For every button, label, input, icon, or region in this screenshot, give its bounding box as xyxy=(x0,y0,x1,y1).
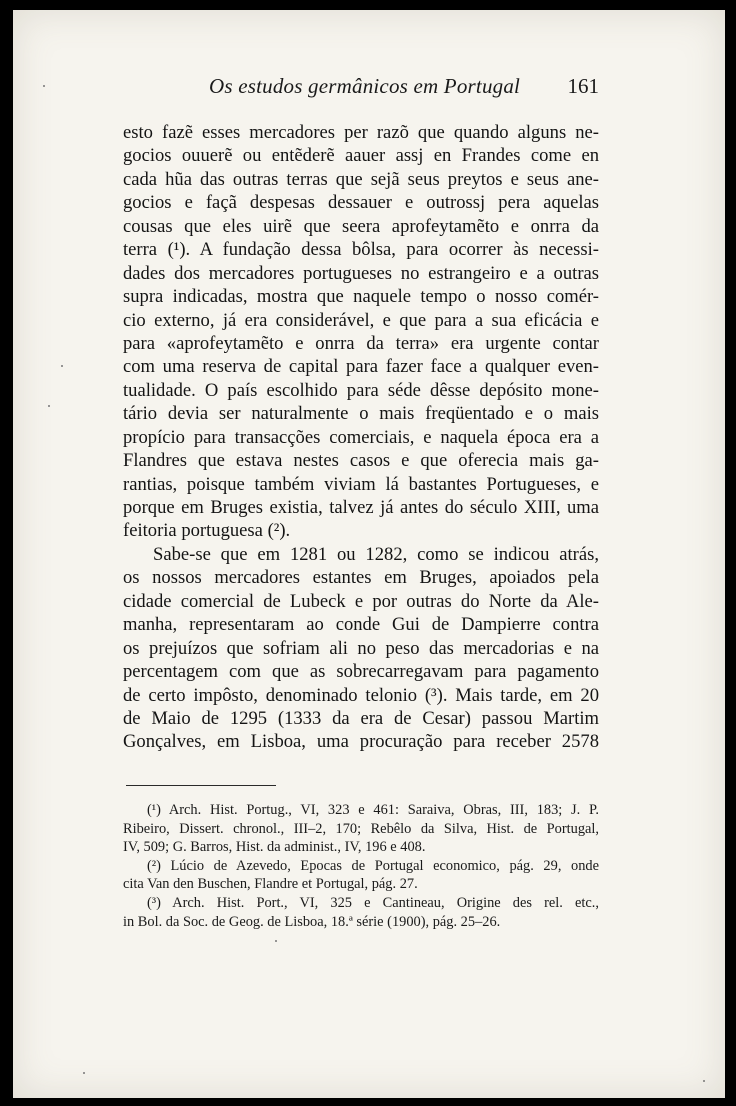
footnote-2-line: (²) Lúcio de Azevedo, Epocas de Portugal economico, pág. 29, onde xyxy=(147,857,599,874)
body-line: rantias, poisque também viviam lá bastantes Portugueses, e xyxy=(123,473,599,495)
body-line: os nossos mercadores estantes em Bruges, apoiados pela xyxy=(123,567,599,589)
body-line: esto fazẽ esses mercadores per razõ que quando alguns ne- xyxy=(123,122,599,143)
body-line: cidade comercial de Lubeck e por outras do Norte da Ale- xyxy=(123,590,599,612)
footnote-2-line: cita Van den Buschen, Flandre et Portugal, pág. 27. xyxy=(123,876,418,893)
paper-speck xyxy=(43,85,45,87)
paper-speck xyxy=(703,1080,705,1082)
body-line: tário devia ser naturalmente o mais freqüentado e o mais xyxy=(123,403,599,425)
body-line: percentagem com que as sobrecarregavam para pagamento xyxy=(123,661,599,683)
body-line: de certo impôsto, denominado telonio (³). Mais tarde, em 20 xyxy=(123,684,599,706)
body-text xyxy=(123,121,599,754)
body-line: terra (¹). A fundação dessa bôlsa, para ocorrer às necessi- xyxy=(123,239,599,261)
body-line: dades dos mercadores portugueses no estrangeiro e a outras xyxy=(123,262,599,284)
body-line: supra indicadas, mostra que naquele tempo o nosso comér- xyxy=(123,286,599,308)
paper-speck xyxy=(275,940,277,942)
page-header xyxy=(121,72,599,106)
body-line: gocios e façã despesas dessauer e outrossj pera aquelas xyxy=(123,192,599,214)
footnote-divider xyxy=(126,785,276,786)
running-title: Os estudos germânicos em Portugal xyxy=(209,74,521,98)
body-line: cousas que eles uirẽ que seera aprofeytamẽto e onrra da xyxy=(123,215,599,237)
body-line: tualidade. O país escolhido para séde dêsse depósito mone- xyxy=(123,379,599,401)
body-line: para «aprofeytamẽto e onrra da terra» era urgente contar xyxy=(123,332,599,354)
scanned-page xyxy=(13,10,725,1098)
footnote-1-line: IV, 509; G. Barros, Hist. da administ., IV, 196 e 408. xyxy=(123,839,426,856)
body-line: feitoria portuguesa (²). xyxy=(123,520,291,542)
body-line: os prejuízos que sofriam ali no peso das mercadorias e na xyxy=(123,637,599,659)
paper-speck xyxy=(83,1072,85,1074)
footnote-1-line: (¹) Arch. Hist. Portug., VI, 323 e 461: Saraiva, Obras, III, 183; J. P. xyxy=(147,802,599,818)
body-line: cio externo, já era considerável, e que para a sua eficácia e xyxy=(123,309,599,331)
body-line: Flandres que estava nestes casos e que oferecia mais ga- xyxy=(123,450,599,472)
body-line: propício para transacções comerciais, e naquela época era a xyxy=(123,426,599,448)
page-number: 161 xyxy=(567,74,599,98)
footnote-1-line: Ribeiro, Dissert. chronol., III–2, 170; Rebêlo da Silva, Hist. de Portugal, xyxy=(123,820,599,837)
paper-speck xyxy=(48,405,50,407)
footnote-3-line: (³) Arch. Hist. Port., VI, 325 e Cantineau, Origine des rel. etc., xyxy=(147,894,599,911)
body-line: com uma reserva de capital para fazer face a qualquer even- xyxy=(123,356,599,378)
footnotes xyxy=(123,801,599,931)
paragraph-start-line: Sabe-se que em 1281 ou 1282, como se indicou atrás, xyxy=(153,543,599,565)
body-line: porque em Bruges existia, talvez já antes do século XIII, uma xyxy=(123,497,599,518)
body-line: de Maio de 1295 (1333 da era de Cesar) passou Martim xyxy=(123,707,599,729)
paper-speck xyxy=(61,365,63,367)
body-line: Gonçalves, em Lisboa, uma procuração para receber 2578 xyxy=(123,731,599,753)
body-line: manha, representaram ao conde Gui de Dampierre contra xyxy=(123,614,599,636)
body-line: cada hũa das outras terras que sejã seus preytos e seus ane- xyxy=(123,168,599,190)
body-line: gocios ouuerẽ ou entẽderẽ aauer assj en Frandes come en xyxy=(123,145,599,167)
footnote-3-line: in Bol. da Soc. de Geog. de Lisboa, 18.ª série (1900), pág. 25–26. xyxy=(123,913,501,930)
